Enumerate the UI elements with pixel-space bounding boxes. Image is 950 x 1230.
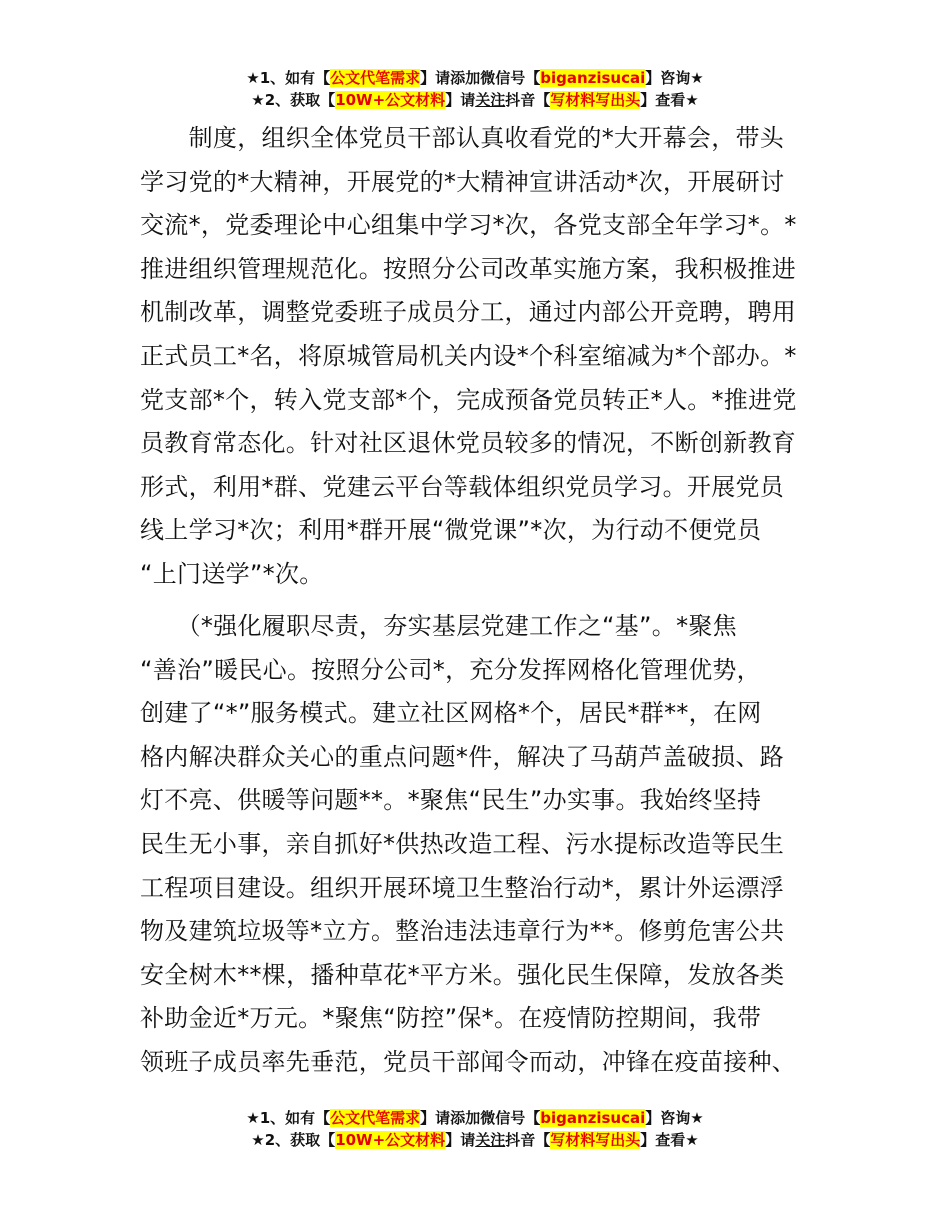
banner-line-2-emphasis: 关注 [475, 1131, 506, 1149]
banner-line-1-prefix: ★1、如有【 [246, 1109, 331, 1127]
banner-line-2-middle-2: 抖音【 [505, 91, 551, 109]
banner-line-2-middle: 】请 [445, 1131, 476, 1149]
text-line: 线上学习*次；利用*群开展“微党课”*次，为行动不便党员 [140, 516, 762, 545]
banner-line-1-emphasis: 加 [465, 1109, 481, 1127]
banner-line-2-emphasis: 关注 [475, 91, 506, 109]
banner-line-1 [0, 67, 950, 89]
banner-line-1-middle-2: 微信号【 [480, 69, 541, 87]
text-line: 推进组织管理规范化。按照分公司改革实施方案，我积极推进 [140, 254, 797, 283]
body-paragraph-1 [140, 117, 812, 597]
banner-line-1-suffix: 】咨询★ [645, 1109, 704, 1127]
banner-line-1-suffix: 】咨询★ [645, 69, 704, 87]
banner-highlight-douyin-account: 写材料写出头 [550, 1131, 641, 1149]
text-line: 正式员工*名，将原城管局机关内设*个科室缩减为*个部办。* [140, 341, 797, 370]
text-line: “上门送学”*次。 [140, 559, 324, 588]
banner-line-1 [0, 1107, 950, 1129]
footer-banner [0, 1107, 950, 1151]
text-line: 机制改革，调整党委班子成员分工，通过内部公开竞聘，聘用 [140, 298, 797, 327]
banner-line-2 [0, 1129, 950, 1151]
banner-line-2 [0, 89, 950, 111]
text-line: 创建了“*”服务模式。建立社区网格*个，居民*群**，在网 [140, 699, 762, 728]
banner-line-2-prefix: ★2、获取【 [251, 1131, 336, 1149]
text-line: 员教育常态化。针对社区退休党员较多的情况，不断创新教育 [140, 429, 797, 458]
text-line: 制度，组织全体党员干部认真收看党的*大开幕会，带头 [140, 124, 785, 152]
banner-line-1-middle-2: 微信号【 [480, 1109, 541, 1127]
text-line: 补助金近*万元。*聚焦“防控”保*。在疫情防控期间，我带 [140, 1004, 762, 1033]
banner-line-1-prefix: ★1、如有【 [246, 69, 331, 87]
text-line: 交流*，党委理论中心组集中学习*次，各党支部全年学习*。* [140, 211, 797, 240]
banner-line-2-suffix: 】查看★ [640, 1131, 699, 1149]
text-line: 格内解决群众关心的重点问题*件，解决了马葫芦盖破损、路 [140, 742, 785, 771]
text-line: 民生无小事，亲自抓好*供热改造工程、污水提标改造等民生 [140, 829, 785, 858]
banner-line-2-middle-2: 抖音【 [505, 1131, 551, 1149]
text-line: “善治”暖民心。按照分公司*，充分发挥网格化管理优势， [140, 655, 761, 684]
banner-highlight-writing-service: 公文代笔需求 [330, 69, 421, 87]
body-paragraph-2 [140, 605, 812, 1085]
banner-highlight-wechat-id: biganzisucai [540, 1109, 646, 1127]
banner-line-2-suffix: 】查看★ [640, 91, 699, 109]
text-line: （*强化履职尽责，夯实基层党建工作之“基”。*聚焦 [140, 612, 737, 640]
text-line: 党支部*个，转入党支部*个，完成预备党员转正*人。*推进党 [140, 385, 797, 414]
banner-highlight-douyin-account: 写材料写出头 [550, 91, 641, 109]
banner-highlight-wechat-id: biganzisucai [540, 69, 646, 87]
banner-line-2-middle: 】请 [445, 91, 476, 109]
text-line: 物及建筑垃圾等*立方。整治违法违章行为**。修剪危害公共 [140, 917, 785, 946]
banner-line-1-emphasis: 加 [465, 69, 481, 87]
text-line: 形式，利用*群、党建云平台等载体组织党员学习。开展党员 [140, 472, 785, 501]
header-banner [0, 67, 950, 111]
text-line: 工程项目建设。组织开展环境卫生整治行动*，累计外运漂浮 [140, 873, 785, 902]
banner-highlight-writing-service: 公文代笔需求 [330, 1109, 421, 1127]
text-line: 安全树木**棵，播种草花*平方米。强化民生保障，发放各类 [140, 960, 785, 989]
text-line: 灯不亮、供暖等问题**。*聚焦“民生”办实事。我始终坚持 [140, 786, 762, 815]
banner-highlight-materials: 10W+公文材料 [335, 1131, 446, 1149]
banner-highlight-materials: 10W+公文材料 [335, 91, 446, 109]
text-line: 学习党的*大精神，开展党的*大精神宣讲活动*次，开展研讨 [140, 167, 785, 196]
banner-line-1-middle: 】请添 [420, 1109, 466, 1127]
banner-line-1-middle: 】请添 [420, 69, 466, 87]
text-line: 领班子成员率先垂范，党员干部闻令而动，冲锋在疫苗接种、 [140, 1047, 797, 1076]
banner-line-2-prefix: ★2、获取【 [251, 91, 336, 109]
